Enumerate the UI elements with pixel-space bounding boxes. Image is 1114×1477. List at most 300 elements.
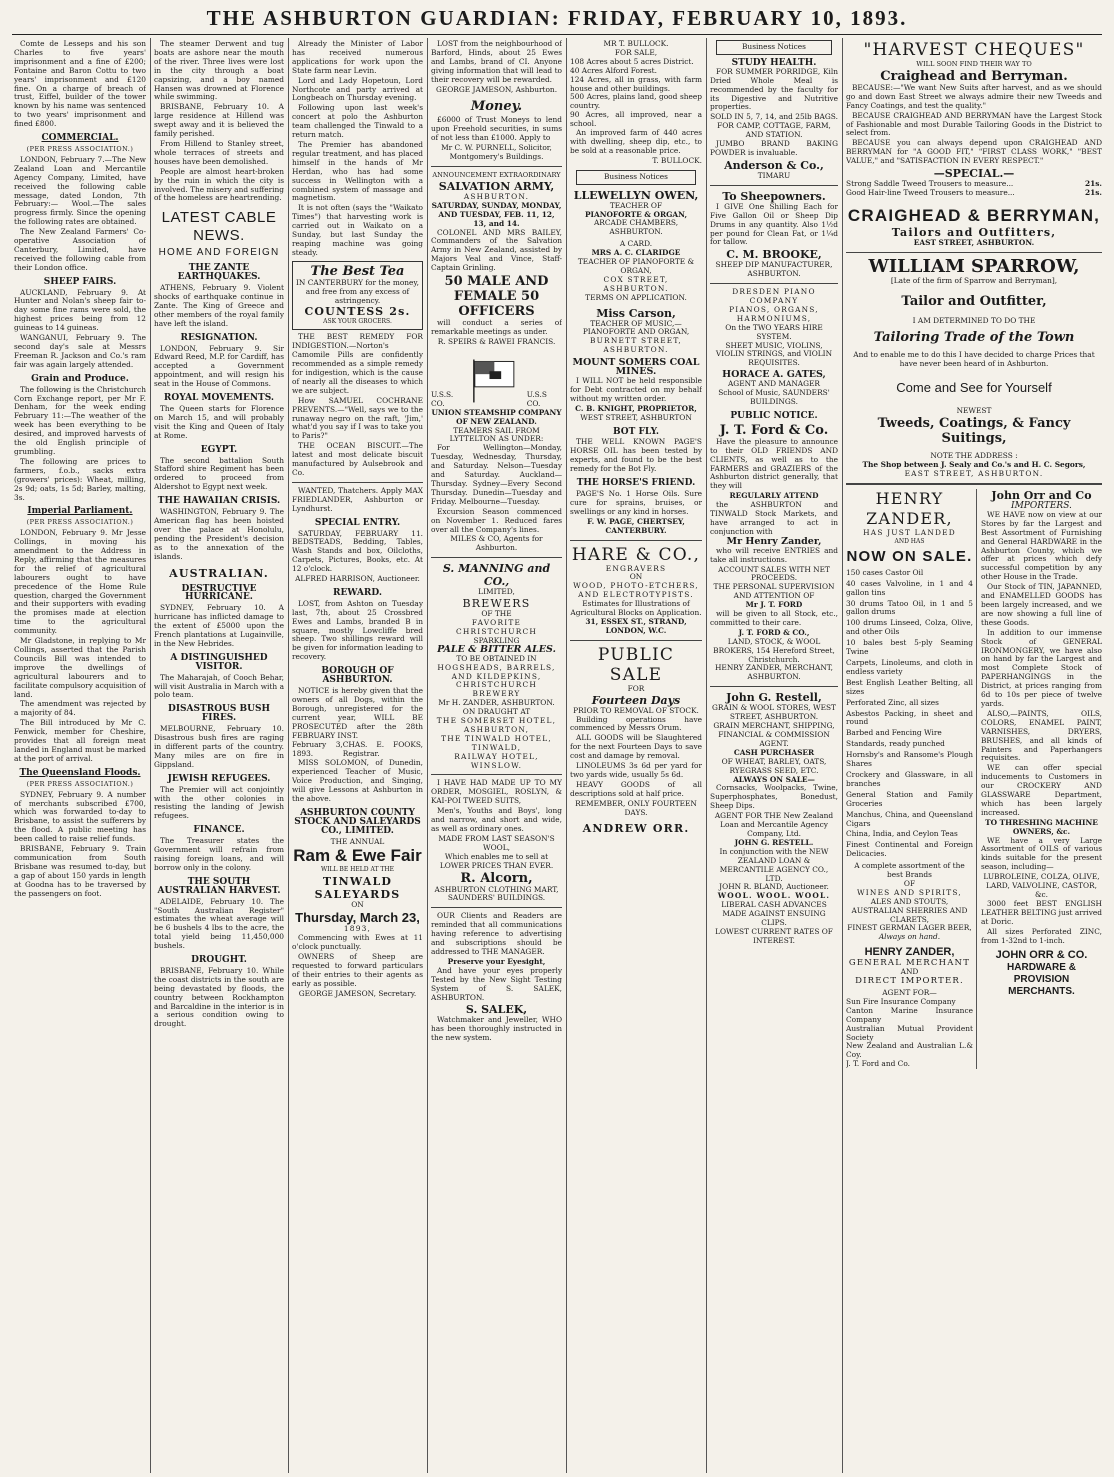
section-heading: ROYAL MOVEMENTS. (163, 393, 275, 404)
eyesight-heading: Preserve your Eyesight, (447, 956, 546, 966)
divider (846, 252, 1102, 253)
ad-text: THE SOMERSET HOTEL, ASHBURTON, (436, 716, 557, 734)
ad-date-heading: Thursday, March 23, (295, 910, 420, 926)
agency-item: New Zealand and Australian L.& Coy. (846, 1041, 973, 1060)
section-heading: FINANCE. (193, 825, 245, 836)
article-paragraph: People are almost heart-broken by the ruin in which the city is involved. The misery and suffering of the homeless are heartrending. (154, 166, 284, 203)
ad-signature: T. BULLOCK. (652, 155, 702, 165)
article-paragraph: BRISBANE, February 10. A large residence at Hillend was swept away and it is believed the family perished. (154, 102, 284, 139)
ad-heading: SPECIAL ENTRY. (314, 517, 401, 528)
tailors-heading: Tailors and Outfitters, (891, 225, 1057, 239)
ad-text: AGENT FOR THE New Zealand Loan and Mercantile Agency Company, Ltd. (714, 811, 834, 838)
ad-text: BURNETT STREET, ASHBURTON. (590, 336, 682, 355)
ad-text: PIANOS, ORGANS, HARMONIUMS, (729, 304, 819, 323)
now-on-sale-heading: NOW ON SALE. (846, 547, 973, 565)
article-paragraph: WANGANUI, February 9. The second day's sale at Messrs Freeman R. Jackson and Co.'s ram fair was again largely attended. (14, 333, 146, 369)
agency-item: J. T. Ford and Co. (846, 1059, 910, 1069)
section-heading: AUSTRALIAN. (169, 566, 269, 580)
ad-signature: CHAS. E. FOOKS, Registrar. (342, 740, 423, 759)
ad-text: LAND, STOCK, & WOOL BROKERS, 154 Hereford Street, Christchurch. (713, 636, 835, 664)
hare-heading: HARE & CO., (571, 544, 701, 565)
divider (570, 640, 702, 641)
column-divider (427, 38, 428, 1473)
section-heading: Imperial Parliament. (27, 506, 133, 517)
stock-list-item: Perforated Zinc, all sizes (846, 697, 939, 707)
ad-place: TINWALD SALEYARDS (314, 875, 401, 902)
section-heading: DISASTROUS BUSH FIRES. (168, 704, 270, 724)
ad-text: SHEEP DIP MANUFACTURER, ASHBURTON. (715, 260, 833, 279)
ad-text: AGENT FOR— (882, 988, 937, 997)
steamship-heading: UNION STEAMSHIP COMPANY OF NEW ZEALAND. (431, 407, 562, 426)
henry-zander-heading: HENRY ZANDER, (866, 489, 953, 529)
price-row (846, 189, 1102, 198)
article-paragraph: AUCKLAND, February 9. At Hunter and Nolan's sheep fair to-day some fine rams were sold, the highest prices being from 12 guineas to 14 guineas. (14, 287, 146, 333)
ad-signature: GEORGE JAMESON, Ashburton. (435, 84, 558, 94)
classified-ad: MISS SOLOMON, of Dunedin, experienced Teacher of Music, Voice Production, and Singing, will give Lessons at Ashburton in the above. (292, 758, 423, 803)
ad-text: LOWEST CURRENT RATES OF INTEREST. (715, 926, 833, 945)
divider (710, 686, 838, 687)
ad-text: Mr H. ZANDER, ASHBURTON. (438, 698, 555, 708)
section-heading: JEWISH REFUGEES. (167, 773, 271, 784)
ram-ewe-fair-heading: Ram & Ewe Fair (293, 846, 422, 866)
ad-text: WILL BE HELD AT THE (321, 866, 394, 874)
dresden-heading: DRESDEN PIANO COMPANY (732, 287, 816, 306)
ad-text: U.S.S CO. (526, 389, 547, 408)
ad-text: ACCOUNT SALES WITH NET PROCEEDS. (718, 564, 830, 583)
classified-ad: THE WELL KNOWN PAGE'S HORSE OIL has been tested by experts, and found to be the best remedy for the Bot Fly. (570, 437, 702, 474)
ad-text: COX STREET, ASHBURTON. (603, 274, 669, 293)
ad-text: MADE FROM LAST SEASON'S WOOL, (438, 833, 555, 852)
brooke-heading: C. M. BROOKE, (726, 248, 822, 262)
classified-ad: Building operations have commenced by Messrs Orum. (570, 714, 702, 733)
ad-signature: ALFRED HARRISON, Auctioneer. (295, 574, 420, 584)
ad-text: TO BE OBTAINED IN (456, 653, 537, 663)
ad-text: GENERAL MERCHANT (848, 958, 971, 969)
classified-ad: WE have a very Large Assortment of OILS of various kinds suitable for the present season, including— (980, 835, 1102, 872)
section-heading: THE HAWAIIAN CRISIS. (157, 496, 281, 507)
ad-text: ANNOUNCEMENT EXTRAORDINARY (432, 170, 561, 179)
zander-name: Mr Henry Zander, (726, 535, 822, 547)
column-divider (288, 38, 289, 1473)
ad-text: THE ANNUAL (330, 836, 385, 846)
public-sale-heading: PUBLIC SALE (597, 644, 675, 685)
stock-list-item: Hornsby's and Ransome's Plough Shares (846, 750, 973, 769)
section-heading: THE ZANTE EARTHQUAKES. (177, 263, 261, 283)
tea-ad-heading: The Best Tea (310, 263, 405, 279)
orr-column (977, 489, 1102, 1069)
ad-text: PIANOFORTE & ORGAN, (584, 209, 688, 219)
price-item: Strong Saddle Tweed Trousers to measure... (846, 179, 1014, 189)
section-heading: DROUGHT. (191, 955, 247, 966)
classified-ad: WE HAVE now on view at our Stores by far the Largest and Best Assortment of Furnishing and General HARDWARE in the Ashburton County, which we offer at prices which defy successful competition by any other House in the Trade. (980, 509, 1102, 582)
ad-text: THE PERSONAL SUPERVISION AND ATTENTION OF (713, 582, 835, 601)
article-paragraph: It is not often (says the "Waikato Times") that harvesting work is carried out in Waikato on a Sunday, but last Sunday the reaping machine was going steady. (292, 203, 423, 257)
ad-signature: GEORGE JAMESON, Secretary. (298, 988, 417, 998)
public-notice-heading: PUBLIC NOTICE. (730, 410, 818, 421)
classified-ad: PAGE'S No. 1 Horse Oils. Sure cure for sprains, bruises, or swellings or any kind in horses. (570, 488, 702, 516)
mount-somers-heading: MOUNT SOMERS COAL MINES. (572, 357, 700, 378)
ad-text: LIMITED, (478, 587, 515, 597)
article-paragraph: ADELAIDE, February 10. The "South Australian Register" estimates the wheat average will be 6 bushels 4 lbs to the acre, the total yield being 11,450,000 bushels. (154, 896, 284, 951)
classified-ad: 3000 feet BEST ENGLISH LEATHER BELTING just arrived at Doric. (980, 898, 1102, 926)
ad-signature: Mr C. W. PURNELL, Solicitor, Montgomery's Buildings. (441, 143, 552, 162)
ad-text: FOR SALE, (614, 47, 658, 57)
ford-heading: J. T. Ford & Co. (719, 422, 829, 438)
classified-ad: the ASHBURTON and TINWALD Stock Markets, and have arranged to act in conjunction with (710, 500, 838, 536)
stock-list-item: 40 cases Valvoline, in 1 and 4 gallon tins (846, 578, 973, 597)
article-paragraph: The Bill introduced by Mr C. Fenwick, member for Cheshire, provides that all foreign meat landed in England must be marked at the port of arrival. (14, 718, 146, 763)
ad-text: ALWAYS ON SALE— (733, 774, 815, 784)
ad-text: Mr J. T. FORD (745, 600, 803, 610)
divider (710, 185, 838, 186)
ad-text: Always on hand. (878, 932, 941, 942)
article-paragraph: BRISBANE, February 9. Train communication from South Brisbane was resumed to-day, but a gap of about 150 yards in length at Goodna has to be traversed by the passengers on foot. (14, 844, 146, 898)
column-divider (842, 38, 843, 1473)
ad-text: OF THE (481, 609, 512, 619)
column-3 (292, 40, 423, 1470)
henry-zander-footer: HENRY ZANDER, (864, 946, 955, 959)
sparrow-heading: WILLIAM SPARROW, (868, 255, 1080, 277)
ad-text: SHEET MUSIC, VIOLINS, VIOLIN STRINGS, and VIOLIN REQUISITES. (715, 340, 833, 368)
stock-list-item: China, India, and Ceylon Teas (846, 829, 958, 839)
classified-ad: BECAUSE CRAIGHEAD AND BERRYMAN have the Largest Stock of Fashionable and most Durable Tailoring Goods in the District to select from. (846, 110, 1102, 138)
ad-text: SPARKLING (473, 635, 520, 645)
stock-list-item: Finest Continental and Foreign Delicacies. (846, 840, 973, 859)
land-sale-list (570, 58, 702, 129)
claridge-heading: MRS A. C. CLARIDGE (591, 248, 681, 258)
business-notices-banner (576, 170, 696, 185)
article-paragraph: The Premier has abandoned regular treatment, and has placed himself in the hands of Mr Herdan, who has had some success in Wellington with a combined system of massage and magnetism. (292, 139, 423, 203)
business-notices-banner (716, 40, 832, 55)
classified-ad: Have the pleasure to announce to their OLD FRIENDS AND CLIENTS, as well as to the FARMERS and GRAZIERS of the Ashburton district generally, that they will (710, 436, 838, 491)
ad-date: February 3, 1893. (292, 740, 343, 759)
stock-list-item: 30 drums Tatoo Oil, in 1 and 5 gallon drums (846, 598, 973, 617)
zander-column (846, 489, 977, 1069)
ad-heading: REWARD. (333, 587, 382, 598)
steamship-flag-icon (468, 357, 527, 403)
ad-text: LUBROLEINE, COLZA, OLIVE, LARD, VALVOLINE, CASTOR, &c. (983, 872, 1100, 899)
press-credit: (PER PRESS ASSOCIATION.) (26, 779, 134, 788)
ad-text: TEACHER OF PIANOFORTE & ORGAN, (577, 257, 695, 275)
section-heading: Grain and Produce. (31, 373, 129, 384)
ad-text: ON (629, 572, 643, 582)
section-heading: RESIGNATION. (180, 332, 258, 343)
tea-ad-text: IN CANTERBURY for the money, and free from any excess of astringency. (296, 277, 419, 305)
ad-text: OF WHEAT, BARLEY, OATS, RYEGRASS SEED, ETC. (721, 756, 827, 775)
stock-list-item: 150 cases Castor Oil (846, 567, 924, 577)
article-paragraph: BRISBANE, February 10. While the coast districts in the south are being devastated by floods, the country between Rockhampton and Barcaldine in the interior is in a serious condition owing to drought. (154, 965, 284, 1029)
article-paragraph: The amendment was rejected by a majority of 84. (14, 699, 146, 718)
ad-text: Estimates for Illustrations of Agricultural Blocks on Application. (570, 599, 702, 618)
business-notices-label: Business Notices (742, 42, 806, 51)
article-paragraph: The steamer Derwent and tug boats are ashore near the mouth of the river. Three lives were lost in the city through a boat capsizing, and a boy named Hansen was drowned at Florence while swimming. (154, 40, 284, 102)
tailoring-trade-heading: Tailoring Trade of the Town (873, 329, 1075, 345)
owen-heading: LLEWELLYN OWEN, (573, 188, 699, 202)
ad-heading: MR T. BULLOCK. (603, 40, 669, 48)
ad-text: BREWERS (462, 597, 531, 611)
article-paragraph: Mr Gladstone, in replying to Mr Collings, asserted that the Parish Councils Bill was intended to improve the dwellings of agricultural labourers and to facilitate compulsory acquisition of land. (14, 636, 146, 699)
divider (431, 166, 562, 167)
study-health-heading: STUDY HEALTH. (731, 57, 817, 68)
ad-heading: BOT FLY. (613, 426, 659, 437)
ad-text: THE TINWALD HOTEL, TINWALD, (441, 733, 552, 752)
ad-text: A complete assortment of the best Brands (854, 861, 965, 880)
classified-ad: COLONEL AND MRS BAILEY, Commanders of the Salvation Army in New Zealand, assisted by Majors Veal and Vince, Staff-Captain Grinling. (431, 227, 562, 273)
classified-ad: SATURDAY, FEBRUARY 11. BEDSTEADS, Bedding, Tables, Wash Stands and box, Oilcloths, Carpets, Pictures, Books, etc. At 12 o'clock. (292, 528, 423, 574)
article-paragraph: The second battalion South Stafford shire Regiment has been ordered to proceed from Aldershot to Egypt next week. (154, 455, 284, 492)
article-paragraph: The Queen starts for Florence on March 15, and will probably visit the King and Queen of Italy at Rome. (154, 404, 284, 440)
ad-text: NOTE THE ADDRESS : (930, 451, 1018, 461)
tailor-outfitter-heading: Tailor and Outfitter, (901, 293, 1047, 309)
fourteen-days-heading: Fourteen Days (591, 693, 681, 707)
land-sale-item: 40 Acres Alford Forest. (570, 65, 657, 75)
article-paragraph: The Maharajah, of Cooch Behar, will visit Australia in March with a polo team. (154, 672, 284, 700)
section-heading: A DISTINGUISHED VISITOR. (170, 652, 268, 672)
divider (292, 482, 423, 483)
ad-text: 31, ESSEX ST., STRAND, LONDON, W.C. (585, 616, 687, 635)
tea-ad-footer: ASK YOUR GROCERS. (323, 318, 392, 326)
classified-ad: In addition to our immense Stock of GENERAL IRONMONGERY, we have also on hand by far the Largest and most Complete Stock of PAPERHANGINGS in the District, at prices ranging from 6d to 10s per piece of twelve yards. (980, 627, 1102, 708)
column-divider (566, 38, 567, 1473)
divider (710, 283, 838, 284)
classified-ad: Our Stock of TIN, JAPANNED, and ENAMELLED GOODS has been largely increased, and we are now showing a full line of these Goods. (980, 582, 1102, 627)
stock-list-item: Best English Leather Belting, all sizes (846, 677, 973, 696)
classified-ad: Men's, Youths and Boys', long and narrow, and short and wide, as well as ordinary ones. (431, 806, 562, 833)
column-divider (150, 38, 151, 1473)
classified-ad: Commencing with Ewes at 11 o'clock punctually. (292, 933, 423, 952)
classified-ad: I GIVE One Shilling Each for Five Gallon Oil or Sheep Dip Drums in any quantity. Also 1½d per pound for Clean Fat, or 1¼d for tallow. (710, 201, 838, 247)
classified-ad: I WILL NOT be held responsible for Debt contracted on my behalf without my written order. (570, 376, 702, 403)
article-paragraph: Comte de Lesseps and his son Charles to five years' imprisonment and a fine of £200; Fontaine and Baron Cottu to two years' imprisonment and £120 fine. On a charge of breach of trust, Eiffel, builder of the tower known by his name was sentenced to two years' imprisonment and fined £800. (14, 40, 146, 129)
classified-ad: For Wellington—Monday, Tuesday, Wednesday, Thursday, and Saturday. Nelson—Tuesday and Saturday. Auckland—Thursday. Sydney—Every Second Thursday. Dunedin—Tuesday and Friday. Melbourne—Tuesday. (431, 443, 562, 506)
anderson-heading: Anderson & Co., (724, 158, 824, 172)
ad-text: ENGRAVERS (605, 563, 667, 573)
special-heading: —SPECIAL.— (933, 167, 1015, 181)
article-paragraph: MELBOURNE, February 10. Disastrous bush fires are raging in different parts of the country. Many miles are on fire in Gippsland. (154, 724, 284, 769)
classified-ad: OWNERS of Sheep are requested to forward particulars of their entries to their agents as early as possible. (292, 951, 423, 988)
article-paragraph: THE BEST REMEDY FOR INDIGESTION.—Norton's Camomile Pills are confidently recommended as a simple remedy for indigestion, which is the cause of nearly all the diseases to which we are subject. (292, 332, 423, 395)
ad-signature: C. B. KNIGHT, PROPRIETOR, (575, 403, 697, 413)
ad-text: JOHN R. BLAND, Auctioneer. (719, 882, 829, 892)
section-heading: EGYPT. (200, 444, 238, 455)
classified-ad: WANTED, Thatchers. Apply MAX FRIEDLANDER, Ashburton or Lyndhurst. (292, 485, 423, 513)
column-divider (706, 38, 707, 1473)
classified-ad: ALL GOODS will be Slaughtered for the next Fourteen Days to save cost and damage by removal. (570, 733, 702, 761)
price-item: Good Hair-line Tweed Trousers to measure... (846, 187, 1015, 197)
ad-text: TERMS ON APPLICATION. (585, 292, 687, 302)
andrew-orr-heading: ANDREW ORR. (582, 821, 690, 835)
tea-ad-brand: COUNTESS 2s. (304, 305, 411, 319)
salek-heading: S. SALEK, (465, 1003, 528, 1017)
classified-ad: £6000 of Trust Moneys to lend upon Freehold securities, in sums of not less than £1000. Apply to (431, 115, 562, 143)
ad-text: AGENT AND MANAGER (727, 379, 821, 389)
john-orr-heading: John Orr and Co (991, 489, 1092, 503)
ad-text: WOOL. WOOL. WOOL. (717, 891, 831, 901)
stock-list-item: Crockery and Glassware, in all branches (846, 769, 973, 788)
stock-list-item: 10 bales best 5-ply Seaming Twine (846, 638, 973, 657)
land-sale-item: 90 Acres, all improved, near a school. (570, 110, 702, 129)
ad-text: RAILWAY HOTEL, WINSLOW. (454, 751, 539, 770)
article-paragraph: The following is the Christchurch Corn Exchange report, per Mr F. Denham, for the week ending February 11:—The weather of the week has been everything to be desired, and improved harvests of the old English principle of grumbling. (14, 384, 146, 456)
alcorn-heading: R. Alcorn, (460, 870, 533, 886)
business-notices-label: Business Notices (604, 171, 668, 181)
money-heading: Money. (470, 99, 523, 115)
classified-ad: who will receive ENTRIES and take all instructions. (710, 545, 838, 564)
article-paragraph: From Hillend to Stanley street, whole terraces of streets and houses have been demolished. (154, 138, 284, 166)
divider (431, 907, 562, 908)
ad-heading: ASHBURTON COUNTY STOCK AND SALEYARDS CO., LIMITED. (294, 807, 421, 836)
ad-text: A CARD. (619, 239, 653, 249)
ad-text: REMEMBER, ONLY FOURTEEN DAYS. (575, 798, 697, 817)
ad-text: AUSTRALIAN SHERRIES AND CLARETS, (851, 905, 968, 924)
ad-text: LIBERAL CASH ADVANCES MADE AGAINST ENSUING CLIPS. (721, 900, 827, 928)
article-paragraph: THE OCEAN BISCUIT.—The latest and most delicate biscuit manufactured by Aulsebrook and Co. (292, 441, 423, 477)
classified-ad: OUR Clients and Readers are reminded that all communications having reference to advertising and subscriptions should be addressed to THE MANAGER. (431, 911, 562, 956)
classified-ad: NOTICE is hereby given that the owners of all Dogs, within the Borough, unregistered for the current year, WILL BE PROSECUTED after the 28th FEBRUARY INST. (292, 686, 423, 740)
john-orr-footer: JOHN ORR & CO. (995, 949, 1088, 962)
classified-ad: All sizes Perforated ZINC, from 1-32nd to 1-inch. (980, 926, 1102, 945)
article-paragraph: LONDON, February 9. Sir Edward Reed, M.P. for Cardiff, has accepted a Government appointment, and will resign his seat in the House of Commons. (154, 343, 284, 389)
column-5 (570, 40, 702, 1470)
column-1 (14, 40, 146, 1470)
ad-signature: R. SPEIRS & RAWEI FRANCIS. (437, 336, 556, 346)
classified-ad: WE can offer special inducements to Customers in our CROCKERY AND GLASSWARE Department, which has been largely increased. (980, 763, 1102, 817)
section-heading: THE SOUTH AUSTRALIAN HARVEST. (157, 876, 281, 896)
ad-signature-row (292, 741, 423, 759)
ad-text: TO THRESHING MACHINE OWNERS, &c. (985, 817, 1098, 836)
classified-ad: will be given to all Stock, etc., committed to their care. (710, 609, 838, 627)
ad-heading: THE HORSE'S FRIEND. (576, 478, 696, 489)
section-heading: COMMERCIAL. (41, 133, 119, 144)
article-paragraph: Lord and Lady Hopetoun, Lord Northcote and party arrived at Longbeach on Thursday evening. (292, 75, 423, 103)
ad-text: SOLD IN 5, 7, 14, and 25lb BAGS. (710, 112, 838, 122)
ad-signature: F. W. PAGE, CHERTSEY, CANTERBURY. (587, 516, 685, 535)
press-credit: (PER PRESS ASSOCIATION.) (26, 144, 134, 153)
gates-heading: HORACE A. GATES, (722, 369, 826, 381)
zander-items-list (846, 569, 973, 859)
ad-text: FAVORITE CHRISTCHURCH (456, 618, 537, 636)
ad-text: GRAIN & WOOL STORES, WEST STREET, ASHBURTON. (712, 703, 836, 722)
ad-text: TEACHER OF MUSIC,— PIANOFORTE AND ORGAN, (582, 318, 690, 337)
article-paragraph: The New Zealand Farmers' Co-operative Association of Canterbury, Limited, have received the following cable from their London office. (14, 227, 146, 272)
divider (570, 540, 702, 541)
land-sale-item: 124 Acres, all in grass, with farm house and other buildings. (570, 74, 702, 93)
stock-list-item: 100 drums Linseed, Colza, Olive, and other Oils (846, 618, 973, 637)
land-sale-item: 500 Acres, plains land, good sheep country. (570, 92, 702, 111)
ad-text: Which enables me to sell at LOWER PRICES THAN EVER. (439, 851, 554, 870)
section-heading: SHEEP FAIRS. (43, 276, 117, 287)
ad-text: SATURDAY, SUNDAY, MONDAY, AND TUESDAY, FEB. 11, 12, 13, and 14. (431, 200, 562, 228)
carson-heading: Miss Carson, (596, 306, 676, 320)
agency-item: Canton Marine Insurance Company (846, 1005, 973, 1024)
ad-text: I AM DETERMINED TO DO THE (912, 315, 1036, 325)
ad-text: TEAMERS SAIL FROM LYTTELTON AS UNDER: (449, 425, 544, 444)
masthead-title: THE ASHBURTON GUARDIAN: FRIDAY, FEBRUARY 10, 1893. (206, 6, 908, 30)
ad-text: ON (351, 900, 364, 910)
ad-text: In conjunction with the NEW ZEALAND LOAN & MERCANTILE AGENCY CO., LTD. (719, 846, 829, 883)
ad-text: On the TWO YEARS HIRE SYSTEM. (725, 322, 823, 341)
divider (431, 557, 562, 558)
come-and-see-heading: Come and See for Yourself (896, 380, 1052, 396)
stock-list-item: Carpets, Linoleums, and cloth in endless variety (846, 658, 973, 676)
press-credit: (PER PRESS ASSOCIATION.) (26, 518, 134, 527)
ad-text: The Shop between J. Sealy and Co.'s and H. C. Segors, (862, 460, 1086, 470)
ad-text: PRIOR TO REMOVAL OF STOCK. (573, 705, 699, 715)
john-orr-tagline: HARDWARE & PROVISION MERCHANTS. (1007, 962, 1076, 998)
column-4 (431, 40, 562, 1470)
divider (431, 774, 562, 775)
ad-text: ON DRAUGHT AT (462, 707, 531, 717)
classified-ad: And have your eyes properly Tested by the New Sight Testing System of S. SALEK, ASHBURTON. (431, 965, 562, 1002)
stock-list-item: Barbed and Fencing Wire (846, 728, 942, 738)
ad-text: ALES AND STOUTS, (870, 896, 949, 906)
ad-heading: BOROUGH OF ASHBURTON. (321, 666, 394, 686)
ad-text: AND (900, 967, 919, 977)
classified-ad: FOR SUMMER PORRIDGE, Kiln Dried Whole Meal is recommended by the faculty for its Digestive and Nutritive properties. (710, 66, 838, 112)
column-7 (846, 40, 1102, 1470)
ad-text: CASH PURCHASER (733, 747, 815, 757)
ad-text: ASHBURTON CLOTHING MART, SAUNDERS' BUILDINGS. (434, 884, 559, 903)
ad-text: EAST STREET, ASHBURTON. (913, 237, 1035, 247)
stock-list-item: Manchus, China, and Queensland Cigars (846, 809, 973, 828)
ad-text: ASHBURTON. (463, 191, 530, 201)
ad-text: And to enable me to do this I have decided to charge Prices that have never been heard of in Ashburton. (853, 349, 1095, 368)
ad-text: HAS JUST LANDED (863, 528, 956, 538)
ad-text: WOOD, PHOTO-ETCHERS, AND ELECTROTYPISTS. (573, 581, 699, 600)
cable-news-subheading: HOME AND FOREIGN (158, 247, 280, 259)
classified-ad: Excursion Season commenced on November 1. Reduced fares over all the Company's lines. (431, 506, 562, 534)
craighead-heading: Craighead and Berryman. (880, 68, 1068, 84)
classified-ad: HEAVY GOODS of all descriptions sold at half price. (570, 779, 702, 798)
classified-ad: LOST from the neighbourhood of Barford, Hinds, about 25 Ewes and Lambs, brand of CI. Anyone giving information that will lead to their recovery will be rewarded. (431, 40, 562, 84)
column-2 (154, 40, 284, 1470)
column-6 (710, 40, 838, 1470)
divider (846, 483, 1102, 485)
ad-signature: JOHN G. RESTELL. (734, 837, 814, 847)
ad-text: HENRY ZANDER, MERCHANT, ASHBURTON. (714, 663, 834, 682)
salvation-army-heading: SALVATION ARMY, (438, 179, 555, 193)
ad-text: OF (903, 878, 916, 888)
tweeds-heading: Tweeds, Coatings, & Fancy Suitings, (877, 416, 1071, 447)
price-value: 21s. (1084, 179, 1102, 189)
ad-text: J. T. FORD & CO., (738, 627, 810, 637)
ad-text: School of Music, SAUNDERS' BUILDINGS. (718, 388, 830, 406)
article-paragraph: SYDNEY, February 10. A hurricane has inflicted damage to the extent of £5000 upon the French plantations at Lugainville, in the New Hebrides. (154, 603, 284, 648)
ad-text: [Late of the firm of Sparrow and Berryman], (890, 275, 1058, 285)
classified-ad: BECAUSE:—"We want New Suits after harvest, and as we should go and down East Street we always admire their new Tweeds and Fancy Coatings, and test the quality." (846, 82, 1102, 110)
article-paragraph: LONDON, February 9. Mr Jesse Collings, in moving his amendment to the Address in Reply, affirming that the measures for the relief of agricultural labourers ought to have precedence of the Home Rule question, charged the Government and their supporters with evading the promises made at election time to the agricultural community. (14, 528, 146, 636)
section-heading: The Queensland Floods. (19, 767, 141, 778)
stock-list-item: General Station and Family Groceries (846, 789, 973, 808)
classified-ad: An improved farm of 440 acres with dwelling, sheep dip, etc., to be sold at a reasonable price. (570, 128, 702, 155)
brewery-heading: S. MANNING and CO., (442, 562, 551, 589)
craighead-berryman-heading: CRAIGHEAD & BERRYMAN, (847, 205, 1101, 225)
article-paragraph: How SAMUEL COCHRANE PREVENTS.—"Well, says we to the runaway negro on the raft, 'Jim,' what'd you say if I was to take you to Paris?" (292, 395, 423, 441)
officers-heading: 50 MALE AND FEMALE 50 OFFICERS (444, 274, 549, 320)
classified-ad: Watchmaker and Jeweller, WHO has been thoroughly instructed in the new system. (431, 1015, 562, 1043)
ad-text: CHRISTCHURCH BREWERY (456, 680, 537, 699)
classified-ad: ALSO,—PAINTS, OILS, COLORS, ENAMEL PAINT, VARNISHES, DRYERS, BRUSHES, and all kinds of Painters and Paperhangers requisites. (980, 708, 1102, 763)
article-paragraph: Following upon last week's concert at polo the Ashburton team challenged the Tinwald to a return match. (292, 103, 423, 140)
classified-ad: will conduct a series of remarkable meetings as under. (431, 318, 562, 336)
ad-text: DIRECT IMPORTER. (855, 976, 964, 987)
ad-text: HOGSHEADS, BARRELS, AND KILDEPKINS, (437, 662, 556, 681)
ad-year: 1893, (343, 924, 372, 934)
ad-text: FINEST GERMAN LAGER BEER, (847, 923, 972, 933)
ad-text: AND HAS (894, 537, 925, 545)
section-heading: DESTRUCTIVE HURRICANE. (181, 583, 257, 603)
classified-ad: LOST, from Ashton on Tuesday last, 7th, about 25 Crossbred Ewes and Lambs, branded B in square, mostly Lowcliffe bred sheep. Two shillings reward will be given for information leading to recovery. (292, 598, 423, 662)
